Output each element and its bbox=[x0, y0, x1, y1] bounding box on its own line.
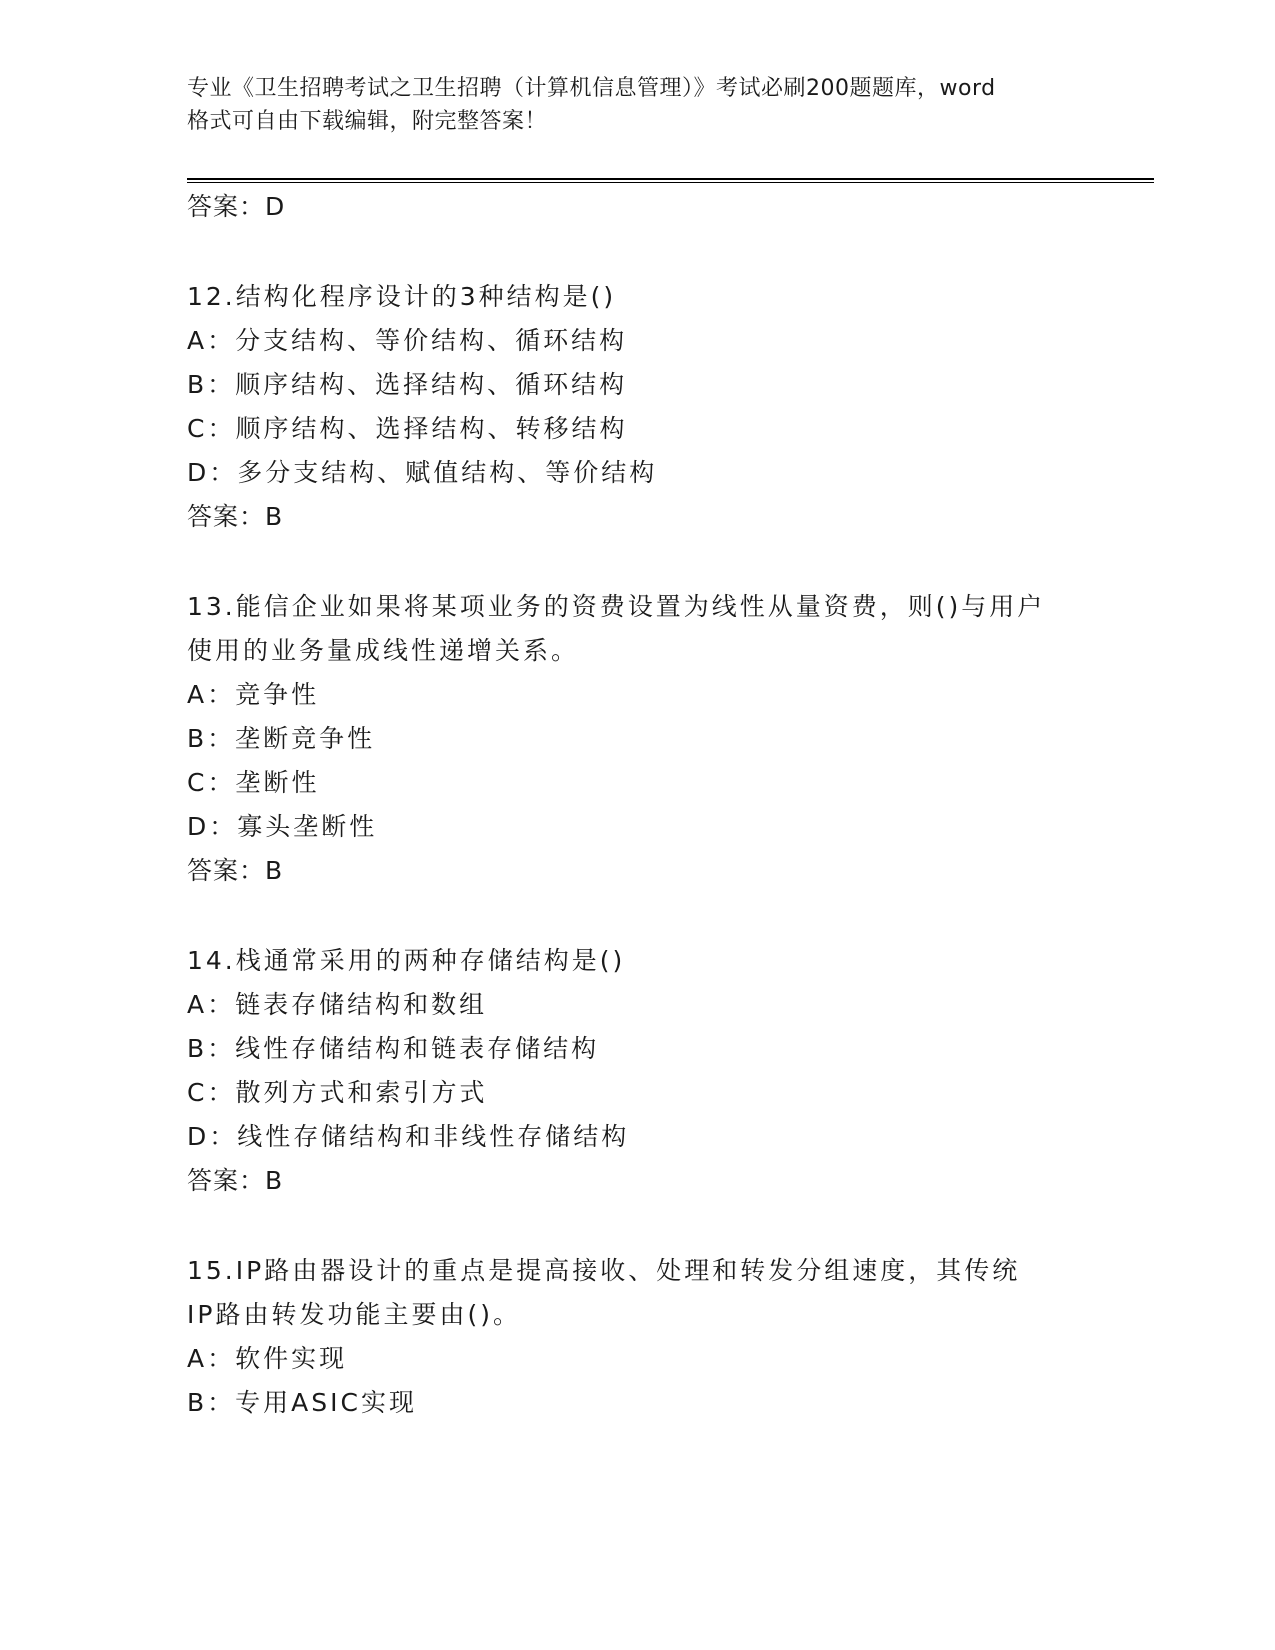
question-13-stem-line-2: 使用的业务量成线性递增关系。 bbox=[187, 636, 580, 665]
question-14-stem: 14.栈通常采用的两种存储结构是() bbox=[187, 946, 626, 975]
question-12-option-b: B：顺序结构、选择结构、循环结构 bbox=[187, 370, 628, 399]
question-15-stem-line-1: 15.IP路由器设计的重点是提高接收、处理和转发分组速度，其传统 bbox=[187, 1256, 1021, 1285]
question-14-option-a: A：链表存储结构和数组 bbox=[187, 990, 488, 1019]
header-divider bbox=[187, 178, 1154, 183]
question-14-option-c: C：散列方式和索引方式 bbox=[187, 1078, 488, 1107]
question-13-answer: 答案：B bbox=[187, 856, 284, 885]
question-12-option-d: D：多分支结构、赋值结构、等价结构 bbox=[187, 458, 658, 487]
question-13-stem-line-1: 13.能信企业如果将某项业务的资费设置为线性从量资费，则()与用户 bbox=[187, 592, 1046, 621]
question-15-option-b: B：专用ASIC实现 bbox=[187, 1388, 417, 1417]
question-13-option-c: C：垄断性 bbox=[187, 768, 320, 797]
question-14-option-d: D：线性存储结构和非线性存储结构 bbox=[187, 1122, 630, 1151]
document-header bbox=[187, 72, 1087, 138]
question-15-stem-line-2: IP路由转发功能主要由()。 bbox=[187, 1300, 521, 1329]
question-13-option-d: D：寡头垄断性 bbox=[187, 812, 378, 841]
header-line-2: 格式可自由下载编辑，附完整答案！ bbox=[187, 109, 548, 134]
answer-line: 答案：D bbox=[187, 192, 286, 221]
question-14-option-b: B：线性存储结构和链表存储结构 bbox=[187, 1034, 600, 1063]
question-12-option-c: C：顺序结构、选择结构、转移结构 bbox=[187, 414, 628, 443]
question-12-stem: 12.结构化程序设计的3种结构是() bbox=[187, 282, 617, 311]
question-12-answer: 答案：B bbox=[187, 502, 284, 531]
question-15-option-a: A：软件实现 bbox=[187, 1344, 348, 1373]
question-13-option-b: B：垄断竞争性 bbox=[187, 724, 376, 753]
question-12-option-a: A：分支结构、等价结构、循环结构 bbox=[187, 326, 628, 355]
question-14-answer: 答案：B bbox=[187, 1166, 284, 1195]
header-line-1: 专业《卫生招聘考试之卫生招聘（计算机信息管理）》考试必刷200题题库，word bbox=[187, 76, 996, 101]
question-13-option-a: A：竞争性 bbox=[187, 680, 320, 709]
